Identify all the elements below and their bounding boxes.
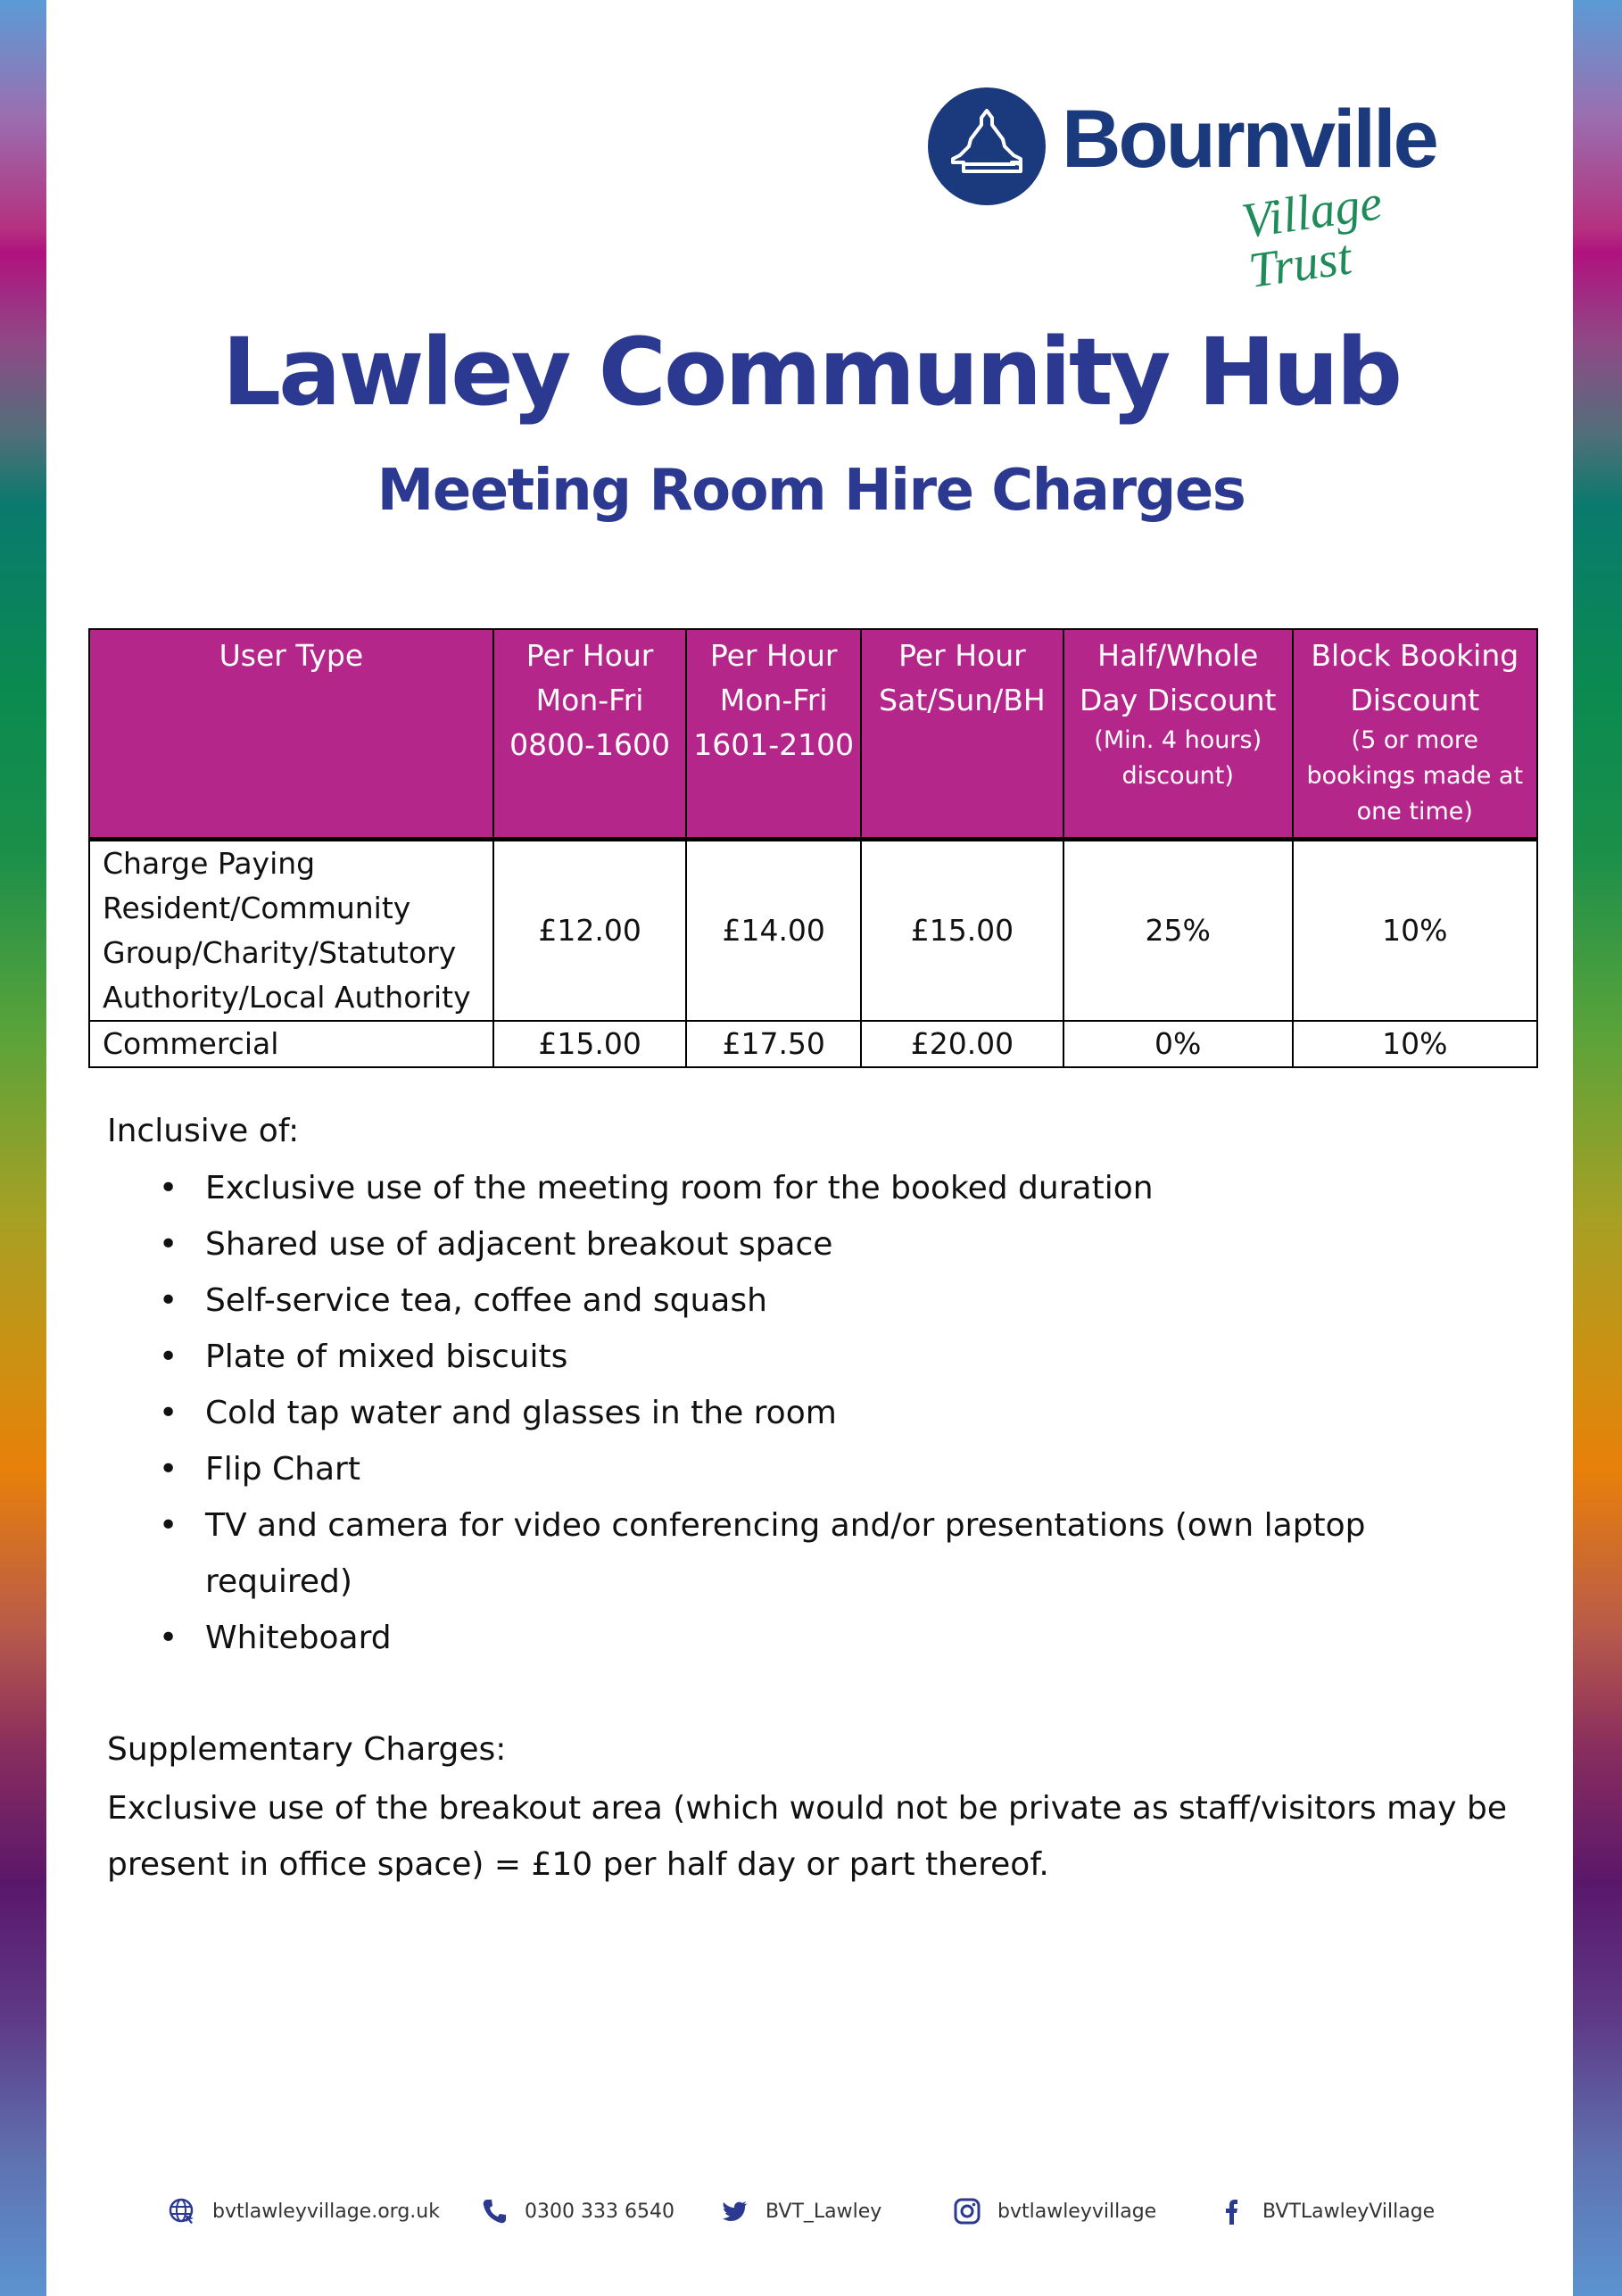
cell-weekday-evening: £17.50 — [686, 1021, 861, 1067]
column-header-weekday-evening: Per Hour Mon-Fri 1601-2100 — [686, 629, 861, 840]
list-item: • Exclusive use of the meeting room for the booked duration — [107, 1160, 1428, 1216]
bullet-icon: • — [159, 1451, 178, 1488]
bournville-village-trust-logo — [928, 87, 1481, 299]
list-item: • Whiteboard — [107, 1610, 1428, 1666]
footer-instagram-link[interactable]: bvtlawleyvillage — [953, 2197, 1156, 2226]
list-item: • Cold tap water and glasses in the room — [107, 1385, 1428, 1441]
phone-icon — [480, 2197, 509, 2226]
cell-user-type: Charge Paying Resident/Community Group/Charity/Statutory Authority/Local Authority — [89, 840, 493, 1022]
bullet-icon: • — [159, 1395, 178, 1431]
supplementary-heading: Supplementary Charges: — [107, 1731, 507, 1768]
cell-weekend: £20.00 — [861, 1021, 1063, 1067]
bullet-icon: • — [159, 1282, 178, 1319]
table-row — [89, 1021, 1537, 1067]
logo-tagline: Village Trust — [1238, 175, 1386, 299]
cell-weekday-evening: £14.00 — [686, 840, 861, 1022]
globe-icon — [168, 2197, 196, 2226]
logo-emblem-icon — [928, 87, 1046, 205]
bullet-icon: • — [159, 1507, 178, 1544]
bullet-icon: • — [159, 1620, 178, 1656]
column-header-half-whole-day-discount: Half/Whole Day Discount (Min. 4 hours) discount) — [1063, 629, 1293, 840]
list-item: • Self-service tea, coffee and squash — [107, 1272, 1428, 1329]
column-note: (5 or more bookings made at one time) — [1306, 726, 1524, 825]
facebook-icon — [1218, 2197, 1246, 2226]
column-header-weekday-day: Per Hour Mon-Fri 0800-1600 — [493, 629, 687, 840]
column-header-weekend: Per Hour Sat/Sun/BH — [861, 629, 1063, 840]
contact-footer — [0, 2197, 1622, 2233]
footer-twitter-link[interactable]: BVT_Lawley — [721, 2197, 881, 2226]
list-item: • Plate of mixed biscuits — [107, 1329, 1428, 1385]
inclusions-heading: Inclusive of: — [107, 1113, 300, 1149]
list-item: • Flip Chart — [107, 1441, 1428, 1497]
bullet-icon: • — [159, 1226, 178, 1263]
cell-weekend: £15.00 — [861, 840, 1063, 1022]
footer-facebook-link[interactable]: BVTLawleyVillage — [1218, 2197, 1435, 2226]
column-header-user-type: User Type — [89, 629, 493, 840]
list-item: • TV and camera for video conferencing and/or presentations (own laptop required) — [107, 1497, 1428, 1610]
column-header-block-booking-discount: Block Booking Discount (5 or more bookings made at one time) — [1293, 629, 1537, 840]
instagram-icon — [953, 2197, 981, 2226]
list-item: • Shared use of adjacent breakout space — [107, 1216, 1428, 1272]
logo-wordmark: Bournville — [1062, 94, 1436, 185]
table-header-row — [89, 629, 1537, 840]
bullet-icon: • — [159, 1170, 178, 1206]
cell-weekday-day: £15.00 — [493, 1021, 687, 1067]
inclusions-list — [107, 1160, 1428, 1666]
cell-weekday-day: £12.00 — [493, 840, 687, 1022]
footer-phone-link[interactable]: 0300 333 6540 — [480, 2197, 674, 2226]
supplementary-text: Exclusive use of the breakout area (which would not be private as staff/visitors may be present in office space) = £10 per half day or part thereof. — [107, 1790, 1507, 1883]
cell-block-booking-discount: 10% — [1293, 840, 1537, 1022]
table-row — [89, 840, 1537, 1022]
column-note: (Min. 4 hours) discount) — [1094, 726, 1262, 790]
twitter-icon — [721, 2197, 749, 2226]
cell-block-booking-discount: 10% — [1293, 1021, 1537, 1067]
footer-website-link[interactable]: bvtlawleyvillage.org.uk — [168, 2197, 440, 2226]
cell-half-whole-day-discount: 0% — [1063, 1021, 1293, 1067]
cell-half-whole-day-discount: 25% — [1063, 840, 1293, 1022]
cell-user-type: Commercial — [89, 1021, 493, 1067]
hire-charges-table — [88, 628, 1538, 1068]
page-subtitle: Meeting Room Hire Charges — [377, 458, 1245, 524]
page-title: Lawley Community Hub — [221, 318, 1401, 427]
bullet-icon: • — [159, 1339, 178, 1375]
